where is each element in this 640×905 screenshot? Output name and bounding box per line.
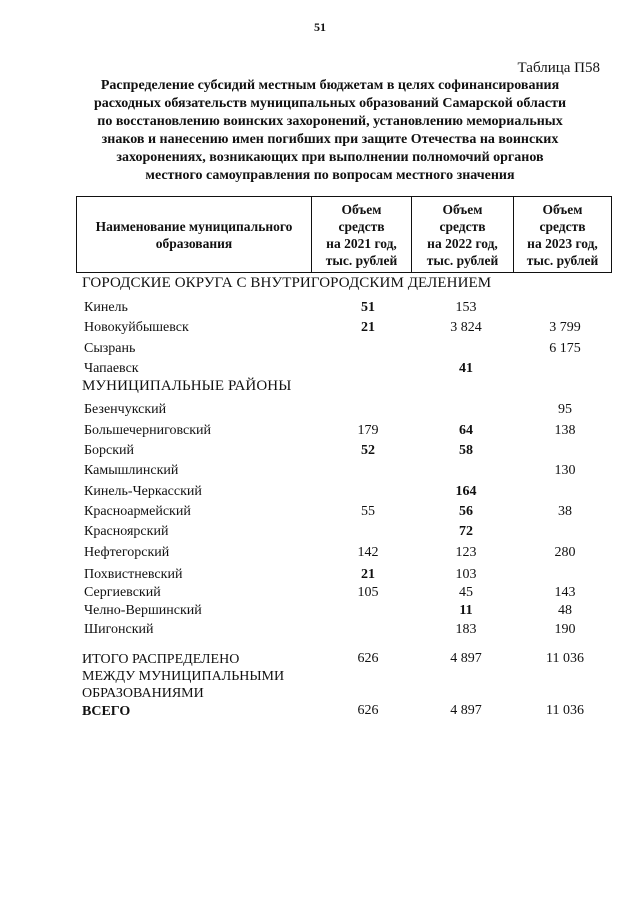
section-title: ГОРОДСКИЕ ОКРУГА С ВНУТРИГОРОДСКИМ ДЕЛЕНИЕМ — [82, 275, 492, 291]
header-2021 — [312, 197, 412, 272]
row-name: Похвистневский — [84, 567, 183, 582]
row-name: Новокуйбышевск — [84, 320, 189, 335]
table-row — [0, 545, 640, 565]
table-row — [0, 484, 640, 504]
table-row — [0, 402, 640, 422]
row-value-2022: 103 — [455, 567, 477, 582]
row-value-2022: 164 — [455, 484, 477, 499]
table-row — [0, 567, 640, 587]
row-value-2023: 3 799 — [549, 320, 581, 335]
table-row — [0, 504, 640, 524]
row-name: Сергиевский — [84, 585, 161, 600]
row-name: Чапаевск — [84, 361, 139, 376]
row-value-2021: 51 — [361, 300, 375, 315]
row-value-2023: 6 175 — [549, 341, 581, 356]
header-2022-text: Объем средств на 2022 год, тыс. рублей — [426, 201, 499, 268]
row-name: Кинель-Черкасский — [84, 484, 202, 499]
row-value-2023: 48 — [558, 603, 572, 618]
row-value-2022: 58 — [459, 443, 473, 458]
row-name: Сызрань — [84, 341, 136, 356]
total-value-2021: 626 — [357, 651, 379, 666]
table-row — [0, 300, 640, 320]
row-value-2021: 21 — [361, 567, 375, 582]
row-value-2023: 130 — [554, 463, 576, 478]
row-value-2021: 179 — [357, 423, 379, 438]
title-line: Распределение субсидий местным бюджетам в целях софинансирования — [100, 78, 560, 93]
row-value-2023: 138 — [554, 423, 576, 438]
row-name: Шигонский — [84, 622, 154, 637]
row-value-2021: 142 — [357, 545, 379, 560]
total-value-2022: 4 897 — [450, 703, 482, 718]
row-value-2023: 143 — [554, 585, 576, 600]
header-2023 — [514, 197, 611, 272]
row-name: Большечерниговский — [84, 423, 212, 438]
header-2023-text: Объем средств на 2023 год, тыс. рублей — [526, 201, 599, 268]
row-value-2022: 123 — [455, 545, 477, 560]
title-line: расходных обязательств муниципальных образований Самарской области — [93, 96, 567, 111]
total-value-2023: 11 036 — [546, 703, 584, 718]
table-row — [0, 443, 640, 463]
row-value-2022: 72 — [459, 524, 473, 539]
header-2021-text: Объем средств на 2021 год, тыс. рублей — [325, 201, 398, 268]
row-value-2023: 280 — [554, 545, 576, 560]
row-value-2021: 52 — [361, 443, 375, 458]
title-line: местного самоуправления по вопросам местного значения — [145, 168, 515, 183]
section-title: МУНИЦИПАЛЬНЫЕ РАЙОНЫ — [82, 378, 292, 394]
title-line: знаков и нанесению имен погибших при защите Отечества на воинских — [101, 132, 559, 147]
total-value-2023: 11 036 — [546, 651, 584, 666]
row-value-2022: 3 824 — [450, 320, 482, 335]
row-name: Кинель — [84, 300, 128, 315]
row-value-2023: 95 — [558, 402, 572, 417]
total-value-2021: 626 — [357, 703, 379, 718]
table-row — [0, 423, 640, 443]
row-value-2022: 153 — [455, 300, 477, 315]
table-id: Таблица П58 — [517, 60, 600, 76]
table-row — [0, 524, 640, 544]
header-2022 — [412, 197, 514, 272]
row-name: Челно-Вершинский — [84, 603, 202, 618]
row-name: Камышлинский — [84, 463, 179, 478]
row-value-2021: 55 — [361, 504, 375, 519]
page-number: 51 — [314, 20, 326, 34]
total-value-2022: 4 897 — [450, 651, 482, 666]
row-value-2022: 45 — [459, 585, 473, 600]
table-row — [0, 585, 640, 605]
header-name-text: Наименование муниципального образования — [95, 218, 293, 251]
row-value-2022: 11 — [459, 603, 473, 618]
title-line: по восстановлению воинских захоронений, установлению мемориальных — [97, 114, 563, 129]
title-line: захоронениях, возникающих при выполнении полномочий органов — [116, 150, 544, 165]
row-name: Борский — [84, 443, 135, 458]
document-title — [60, 77, 600, 185]
row-name: Нефтегорский — [84, 545, 170, 560]
row-value-2021: 105 — [357, 585, 379, 600]
header-name — [77, 197, 312, 272]
total-name: ИТОГО РАСПРЕДЕЛЕНО МЕЖДУ МУНИЦИПАЛЬНЫМИ ОБРАЗОВАНИЯМИ — [82, 652, 285, 701]
row-value-2023: 190 — [554, 622, 576, 637]
row-value-2022: 41 — [459, 361, 473, 376]
row-value-2023: 38 — [558, 504, 572, 519]
row-name: Красноармейский — [84, 504, 191, 519]
table-row — [0, 603, 640, 623]
table-row — [0, 622, 640, 642]
row-name: Красноярский — [84, 524, 169, 539]
row-value-2022: 183 — [455, 622, 477, 637]
row-value-2022: 64 — [459, 423, 473, 438]
table-row — [0, 341, 640, 361]
row-value-2021: 21 — [361, 320, 375, 335]
total-name: ВСЕГО — [82, 704, 131, 719]
row-value-2022: 56 — [459, 504, 473, 519]
table-header — [76, 196, 612, 273]
table-row — [0, 320, 640, 340]
table-row — [0, 463, 640, 483]
row-name: Безенчукский — [84, 402, 167, 417]
